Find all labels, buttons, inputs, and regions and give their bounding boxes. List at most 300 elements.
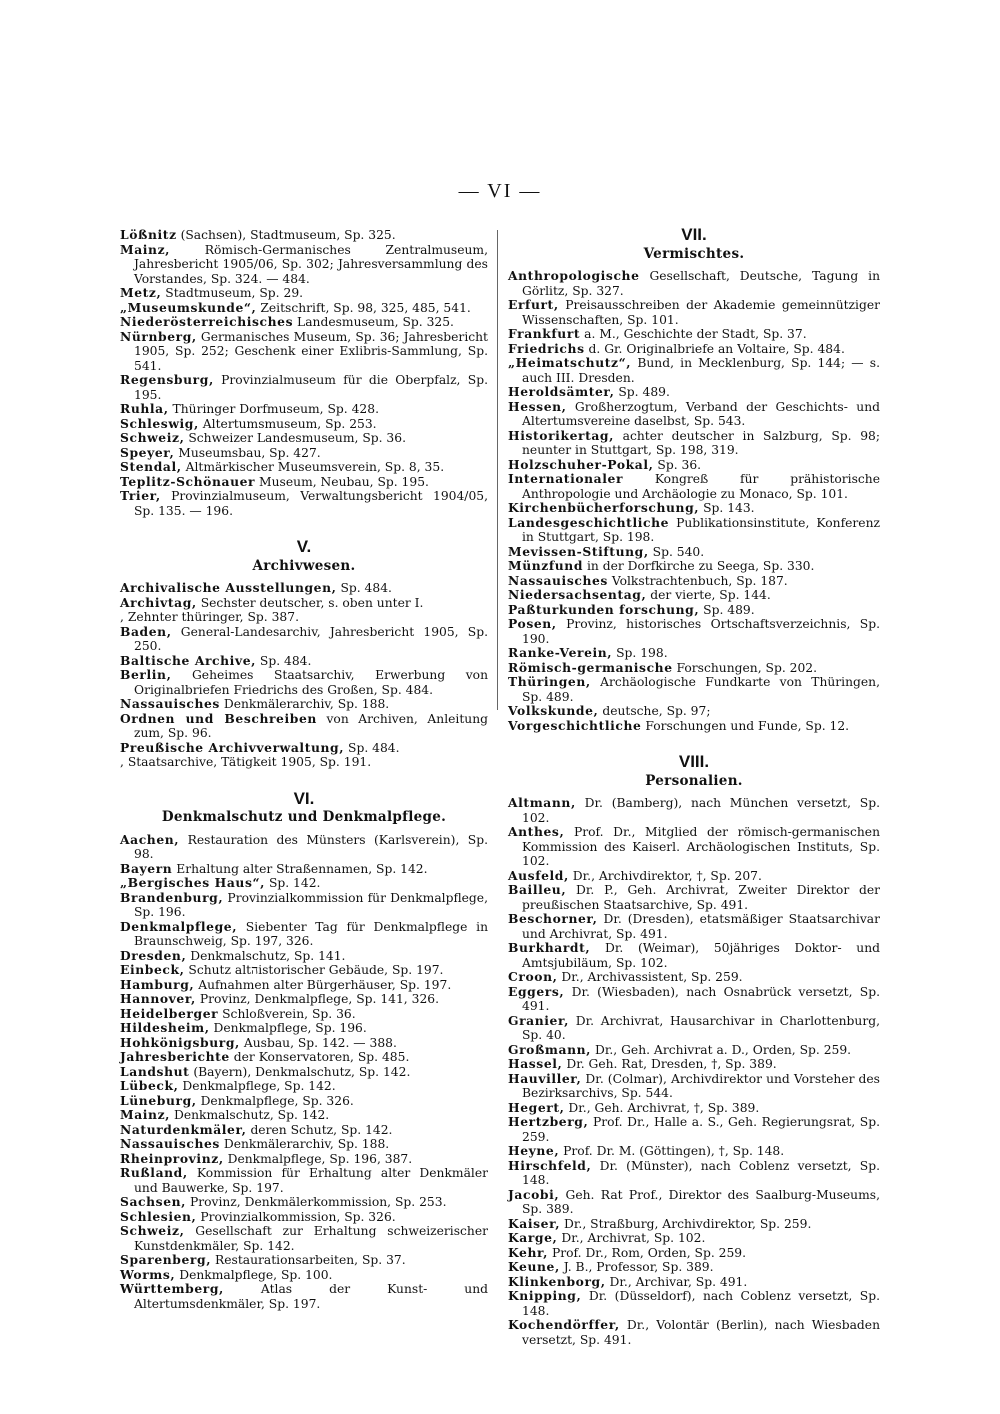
entry-text: Schweizer Landesmuseum, Sp. 36. xyxy=(184,431,406,445)
entry-keyword: Preußische Archivverwaltung, xyxy=(120,739,345,755)
entry-keyword: Hertzberg, xyxy=(508,1114,589,1129)
entry-keyword: Rußland, xyxy=(120,1165,188,1180)
index-entry xyxy=(120,489,488,518)
entry-keyword: Bailleu, xyxy=(508,882,567,897)
entry-keyword: Vorgeschichtliche xyxy=(508,717,642,733)
entry-text: , Staatsarchive, Tätigkeit 1905, Sp. 191. xyxy=(120,755,372,769)
entry-text: Dr., Archivassistent, Sp. 259. xyxy=(557,970,743,984)
entry-text: Sp. 540. xyxy=(648,544,705,559)
entry-keyword: Sparenberg, xyxy=(120,1252,212,1267)
entry-text: achter deutscher in Salzburg, Sp. 98; neunter in Stuttgart, Sp. 198, 319. xyxy=(522,428,880,457)
entry-text: Sp. 484. xyxy=(256,653,312,668)
entry-keyword: Ranke-Verein, xyxy=(508,645,613,660)
entry-text: Publikationsinstitute, Konferenz in Stuttgart, Sp. 198. xyxy=(522,515,880,544)
entry-text: Siebenter Tag für Denkmalpflege in Braunschweig, Sp. 197, 326. xyxy=(134,919,488,948)
entry-text: Geh. Rat Prof., Direktor des Saalburg-Museums, Sp. 389. xyxy=(522,1187,880,1216)
entry-keyword: Römisch-germanische xyxy=(508,659,673,675)
entry-text: Kongreß für prähistorische Anthropologie und Archäologie zu Monaco, Sp. 101. xyxy=(522,472,880,501)
index-entry xyxy=(120,1079,488,1094)
entry-keyword: Naturdenkmäler, xyxy=(120,1121,247,1137)
index-entry xyxy=(120,243,488,287)
index-entry xyxy=(120,1021,488,1036)
index-entry xyxy=(508,704,880,719)
entry-keyword: Friedrichs xyxy=(508,340,585,356)
index-entry xyxy=(120,654,488,669)
entry-text: Denkmälerarchiv, Sp. 188. xyxy=(219,1137,390,1151)
entry-text: Forschungen und Funde, Sp. 12. xyxy=(641,718,850,733)
index-entry xyxy=(508,1275,880,1290)
entry-text: Sp. 143. xyxy=(699,501,755,515)
entry-text: der Konservatoren, Sp. 485. xyxy=(229,1050,410,1064)
entry-text: Provinzialmuseum, Verwaltungsbericht 1904/05, Sp. 135. — 196. xyxy=(134,489,488,518)
entry-keyword: Münzfund xyxy=(508,558,584,573)
entry-keyword: Eggers, xyxy=(508,983,565,999)
entry-text: Denkmalpflege, Sp. 196, 387. xyxy=(223,1151,413,1166)
entry-text: Dr., Geh. Archivrat a. D., Orden, Sp. 259. xyxy=(591,1042,852,1057)
entry-text: Dr. (Bamberg), nach München versetzt, Sp. 102. xyxy=(522,796,880,825)
index-entry xyxy=(508,269,880,298)
entry-text: Provinz, Denkmälerkommission, Sp. 253. xyxy=(186,1195,447,1209)
entry-keyword: Hannover, xyxy=(120,991,196,1006)
page-header: — VI — xyxy=(458,180,542,202)
entry-keyword: Rheinprovinz, xyxy=(120,1150,224,1166)
index-entry xyxy=(508,559,880,574)
index-entry xyxy=(120,1108,488,1123)
entry-keyword: Mevissen-Stiftung, xyxy=(508,543,649,559)
section-viii-numeral: VIII. xyxy=(678,752,710,771)
entry-keyword: Teplitz-Schönauer xyxy=(120,473,256,489)
entry-text: (Bayern), Denkmalschutz, Sp. 142. xyxy=(189,1064,411,1079)
index-entry xyxy=(120,963,488,978)
entry-text: Dr. P., Geh. Archivrat, Zweiter Direktor der preußischen Staatsarchive, Sp. 491. xyxy=(522,883,880,912)
entry-text: Prof. Dr., Mitglied der römisch-germanischen Kommission des Kaiserl. Archäologischen Instituts, Sp. 102. xyxy=(522,825,880,868)
entry-keyword: Erfurt, xyxy=(508,297,559,312)
entry-keyword: Hegert, xyxy=(508,1099,565,1115)
entry-keyword: Hauviller, xyxy=(508,1070,582,1086)
index-entry xyxy=(508,1289,880,1318)
index-entry xyxy=(120,876,488,891)
index-entry xyxy=(120,228,488,243)
entry-keyword: Württemberg, xyxy=(120,1281,224,1296)
entry-keyword: Posen, xyxy=(508,616,557,631)
entry-keyword: Historikertag, xyxy=(508,427,614,443)
entry-keyword: Baden, xyxy=(120,623,172,639)
index-entry xyxy=(508,941,880,970)
entry-text: d. Gr. Originalbriefe an Voltaire, Sp. 484. xyxy=(584,341,845,356)
entry-text: Sp. 484. xyxy=(344,740,400,755)
entry-text: (Sachsen), Stadtmuseum, Sp. 325. xyxy=(176,228,396,242)
entry-keyword: Denkmalpflege, xyxy=(120,918,238,934)
entry-text: Sp. 36. xyxy=(653,457,702,472)
index-entry xyxy=(120,610,488,625)
index-entry xyxy=(120,992,488,1007)
index-entry xyxy=(508,327,880,342)
entry-text: Gesellschaft zur Erhaltung schweizerischer Kunstdenkmäler, Sp. 142. xyxy=(134,1224,488,1253)
index-entry xyxy=(120,402,488,417)
index-entry xyxy=(508,646,880,661)
entry-keyword: Kehr, xyxy=(508,1244,549,1260)
entry-text: Provinzialkommission für Denkmalpflege, Sp. 196. xyxy=(134,890,488,919)
section-v-entries xyxy=(120,581,488,770)
section-vi-title: Denkmalschutz und Denkmalpflege. xyxy=(161,809,447,825)
index-entry xyxy=(508,356,880,385)
entry-keyword: Hamburg, xyxy=(120,976,195,992)
entry-text: Altertumsmuseum, Sp. 253. xyxy=(198,416,377,431)
index-entry xyxy=(508,588,880,603)
entry-keyword: Granier, xyxy=(508,1012,570,1028)
entry-keyword: Ruhla, xyxy=(120,401,169,416)
index-entry xyxy=(508,1043,880,1058)
entry-keyword: Großmann, xyxy=(508,1041,592,1057)
entry-keyword: Thüringen, xyxy=(508,674,591,689)
column-divider xyxy=(497,230,498,710)
entry-text: Sp. 484. xyxy=(336,581,392,595)
index-entry xyxy=(120,891,488,920)
index-entry xyxy=(120,668,488,697)
entry-text: Schutz altהistorischer Gebäude, Sp. 197. xyxy=(184,963,444,977)
index-entry xyxy=(120,446,488,461)
index-entry xyxy=(120,431,488,446)
entry-text: Atlas der Kunst- und Altertumsdenkmäler, Sp. 197. xyxy=(134,1282,488,1311)
index-entry xyxy=(508,1231,880,1246)
index-entry xyxy=(120,301,488,316)
entry-text: Schloßverein, Sp. 36. xyxy=(218,1006,356,1021)
entry-text: Prof. Dr. M. (Göttingen), †, Sp. 148. xyxy=(559,1144,785,1158)
entry-text: Provinz, Denkmalpflege, Sp. 141, 326. xyxy=(195,992,439,1006)
index-entry xyxy=(120,581,488,596)
index-entry xyxy=(508,342,880,357)
entry-text: Prof. Dr., Rom, Orden, Sp. 259. xyxy=(548,1245,747,1260)
entry-keyword: Karge, xyxy=(508,1230,558,1245)
index-entry xyxy=(508,796,880,825)
entry-keyword: Regensburg, xyxy=(120,372,214,387)
index-entry xyxy=(508,458,880,473)
entry-text: Volkstrachtenbuch, Sp. 187. xyxy=(607,573,788,588)
index-entry xyxy=(120,949,488,964)
entry-keyword: „Bergisches Haus“, xyxy=(120,875,266,890)
entry-keyword: Brandenburg, xyxy=(120,889,224,905)
section-vii-title: Vermischtes. xyxy=(643,245,745,262)
entry-keyword: Beschorner, xyxy=(508,911,598,926)
entry-text: von Archiven, Anleitung zum, Sp. 96. xyxy=(134,711,488,740)
index-entry xyxy=(120,330,488,374)
entry-keyword: Mainz, xyxy=(120,241,171,257)
entry-keyword: Aachen, xyxy=(120,831,180,847)
entry-keyword: Kochendörffer, xyxy=(508,1317,620,1332)
entry-text: Archäologische Fundkarte von Thüringen, Sp. 489. xyxy=(522,675,880,704)
entry-keyword: Metz, xyxy=(120,285,162,300)
entry-text: Denkmalpflege, Sp. 100. xyxy=(175,1267,333,1282)
entry-text: deutsche, Sp. 97; xyxy=(598,704,711,718)
entry-keyword: Jacobi, xyxy=(508,1186,560,1202)
index-entry xyxy=(120,286,488,301)
entry-keyword: Archivtag, xyxy=(120,594,197,610)
entry-keyword: Hessen, xyxy=(508,398,567,414)
section-viii-entries xyxy=(508,796,880,1347)
entry-keyword: Ordnen und Beschreiben xyxy=(120,710,317,726)
index-entry xyxy=(508,1014,880,1043)
index-entry xyxy=(508,501,880,516)
index-entry xyxy=(120,1152,488,1167)
entry-keyword: „Museumskunde“, xyxy=(120,299,257,315)
entry-keyword: Schlesien, xyxy=(120,1208,197,1224)
index-entry xyxy=(120,833,488,862)
index-entry xyxy=(508,1246,880,1261)
entry-keyword: Archivalische Ausstellungen, xyxy=(120,580,337,595)
index-entry xyxy=(120,862,488,877)
index-entry xyxy=(120,712,488,741)
entry-text: Denkmalschutz, Sp. 142. xyxy=(170,1108,330,1122)
index-entry xyxy=(508,1101,880,1116)
index-entry xyxy=(120,1036,488,1051)
entry-text: General-Landesarchiv, Jahresbericht 1905, Sp. 250. xyxy=(134,624,488,653)
index-entry xyxy=(508,719,880,734)
entry-text: Römisch-Germanisches Zentralmuseum, Jahresbericht 1905/06, Sp. 302; Jahresversammlung des Vorstandes, Sp. 324. — 484. xyxy=(134,242,488,286)
index-entry xyxy=(508,1159,880,1188)
entry-keyword: Paßturkunden forschung, xyxy=(508,601,700,617)
index-entry xyxy=(120,1268,488,1283)
entry-keyword: Knipping, xyxy=(508,1288,582,1303)
entry-keyword: Nassauisches xyxy=(120,696,220,711)
entry-keyword: Hirschfeld, xyxy=(508,1157,592,1173)
entry-text: Denkmalpflege, Sp. 142. xyxy=(178,1079,336,1093)
entry-text: Germanisches Museum, Sp. 36; Jahresbericht 1905, Sp. 252; Geschenk einer Exlibris-Sammlung, Sp. 541. xyxy=(134,329,488,373)
entry-keyword: Schweiz, xyxy=(120,430,185,445)
entry-keyword: Einbeck, xyxy=(120,962,185,977)
index-entry xyxy=(120,460,488,475)
index-entry xyxy=(508,912,880,941)
entry-text: Stadtmuseum, Sp. 29. xyxy=(161,286,304,300)
index-entry xyxy=(120,1224,488,1253)
entry-text: Aufnahmen alter Bürgerhäuser, Sp. 197. xyxy=(194,977,452,992)
entry-keyword: Niederösterreichisches xyxy=(120,314,294,329)
index-entry xyxy=(120,475,488,490)
index-entry xyxy=(120,373,488,402)
entry-text: Provinzialmuseum für die Oberpfalz, Sp. 195. xyxy=(134,373,488,402)
entry-text: Dr., Straßburg, Archivdirektor, Sp. 259. xyxy=(560,1216,812,1231)
section-vi-entries xyxy=(120,833,488,1312)
top-entries xyxy=(120,228,488,518)
entry-keyword: Croon, xyxy=(508,969,558,984)
section-v-numeral: V. xyxy=(296,537,312,556)
entry-keyword: Heroldsämter, xyxy=(508,384,615,399)
entry-keyword: Bayern xyxy=(120,860,173,876)
entry-keyword: Lößnitz xyxy=(120,227,177,242)
entry-text: Restauration des Münsters (Karlsverein), Sp. 98. xyxy=(134,832,488,861)
entry-keyword: Kirchenbücherforschung, xyxy=(508,500,700,515)
entry-text: Dr. (Münster), nach Coblenz versetzt, Sp. 148. xyxy=(522,1158,880,1187)
entry-text: Dr. (Wiesbaden), nach Osnabrück versetzt, Sp. 491. xyxy=(522,984,880,1013)
entry-text: Forschungen, Sp. 202. xyxy=(672,660,818,675)
entry-text: Provinz, historisches Ortschaftsverzeichnis, Sp. 190. xyxy=(522,617,880,646)
entry-text: Gesellschaft, Deutsche, Tagung in Görlitz, Sp. 327. xyxy=(522,269,880,298)
entry-text: Provinzialkommission, Sp. 326. xyxy=(196,1209,396,1224)
entry-keyword: Internationaler xyxy=(508,471,624,486)
entry-text: Denkmalpflege, Sp. 326. xyxy=(196,1093,354,1108)
index-entry xyxy=(508,1057,880,1072)
entry-keyword: Schweiz, xyxy=(120,1223,185,1238)
entry-keyword: Anthes, xyxy=(508,824,565,839)
index-entry xyxy=(508,1217,880,1232)
entry-keyword: Nürnberg, xyxy=(120,328,197,344)
entry-keyword: Volkskunde, xyxy=(508,703,599,718)
entry-text: Dr. (Düsseldorf), nach Coblenz versetzt, Sp. 148. xyxy=(522,1289,880,1318)
index-entry xyxy=(508,516,880,545)
entry-keyword: Berlin, xyxy=(120,667,172,682)
entry-keyword: Nassauisches xyxy=(120,1136,220,1151)
index-entry xyxy=(120,978,488,993)
index-entry xyxy=(120,1094,488,1109)
entry-text: Denkmalpflege, Sp. 196. xyxy=(209,1021,367,1035)
entry-keyword: Sachsen, xyxy=(120,1194,187,1209)
section-viii-title: Personalien. xyxy=(645,772,743,789)
index-entry xyxy=(120,1195,488,1210)
entry-text: Dr., Archivar, Sp. 491. xyxy=(605,1274,748,1289)
index-entry xyxy=(120,920,488,949)
entry-text: Dr. Archivrat, Hausarchivar in Charlottenburg, Sp. 40. xyxy=(522,1013,880,1042)
entry-text: Geheimes Staatsarchiv, Erwerbung von Originalbriefen Friedrichs des Großen, Sp. 484. xyxy=(134,668,488,697)
entry-text: Preisausschreiben der Akademie gemeinnütziger Wissenschaften, Sp. 101. xyxy=(522,298,880,327)
index-entry xyxy=(120,1282,488,1311)
entry-text: Dr., Archivrat, Sp. 102. xyxy=(557,1231,706,1245)
entry-keyword: Landshut xyxy=(120,1063,190,1079)
entry-text: a. M., Geschichte der Stadt, Sp. 37. xyxy=(580,327,807,341)
entry-text: Landesmuseum, Sp. 325. xyxy=(293,315,454,329)
index-entry xyxy=(508,298,880,327)
index-entry xyxy=(120,1137,488,1152)
entry-text: Dr., Volontär (Berlin), nach Wiesbaden versetzt, Sp. 491. xyxy=(522,1318,880,1347)
index-entry xyxy=(508,385,880,400)
index-entry xyxy=(508,574,880,589)
index-entry xyxy=(508,970,880,985)
entry-keyword: Lübeck, xyxy=(120,1078,179,1093)
index-entry xyxy=(120,1253,488,1268)
index-entry xyxy=(508,869,880,884)
entry-keyword: Hildesheim, xyxy=(120,1020,210,1035)
index-entry xyxy=(508,1188,880,1217)
entry-text: Dr. (Dresden), etatsmäßiger Staatsarchivar und Archivrat, Sp. 491. xyxy=(522,912,880,941)
index-entry xyxy=(120,625,488,654)
entry-text: Prof. Dr., Halle a. S., Geh. Regierungsrat, Sp. 259. xyxy=(522,1115,880,1144)
entry-keyword: Heyne, xyxy=(508,1143,560,1158)
entry-keyword: Holzschuher-Pokal, xyxy=(508,456,654,472)
entry-text: Dr. Geh. Rat, Dresden, †, Sp. 389. xyxy=(562,1057,777,1071)
index-entry xyxy=(120,315,488,330)
entry-text: Ausbau, Sp. 142. — 388. xyxy=(239,1035,397,1050)
entry-text: der vierte, Sp. 144. xyxy=(646,588,771,602)
index-entry xyxy=(120,1123,488,1138)
entry-keyword: Hassel, xyxy=(508,1056,563,1071)
entry-text: Sechster deutscher, s. oben unter I. xyxy=(196,595,424,610)
entry-keyword: Klinkenborg, xyxy=(508,1273,606,1289)
entry-text: Bund, in Mecklenburg, Sp. 144; — s. auch III. Dresden. xyxy=(522,356,880,385)
index-entry xyxy=(508,545,880,560)
index-entry xyxy=(120,1166,488,1195)
entry-keyword: Altmann, xyxy=(508,795,576,810)
left-column xyxy=(120,228,488,1311)
entry-text: Museum, Neubau, Sp. 195. xyxy=(255,474,429,489)
section-vii-entries xyxy=(508,269,880,733)
entry-text: Erhaltung alter Straßennamen, Sp. 142. xyxy=(172,861,428,876)
entry-text: Thüringer Dorfmuseum, Sp. 428. xyxy=(168,402,379,416)
index-entry xyxy=(120,741,488,756)
entry-text: Kommission für Erhaltung alter Denkmäler und Bauwerke, Sp. 197. xyxy=(134,1166,488,1195)
entry-text: Sp. 489. xyxy=(614,385,670,399)
entry-keyword: Schleswig, xyxy=(120,415,199,431)
index-entry xyxy=(120,1007,488,1022)
index-entry xyxy=(120,417,488,432)
entry-text: Denkmalschutz, Sp. 141. xyxy=(186,948,346,963)
entry-keyword: Landesgeschichtliche xyxy=(508,514,670,530)
entry-keyword: Dresden, xyxy=(120,947,187,963)
index-entry xyxy=(508,1072,880,1101)
index-entry xyxy=(120,1050,488,1065)
entry-keyword: Keune, xyxy=(508,1259,560,1274)
entry-text: Denkmälerarchiv, Sp. 188. xyxy=(219,697,390,711)
entry-text: , Zehnter thüringer, Sp. 387. xyxy=(120,610,299,624)
entry-text: Sp. 198. xyxy=(612,646,668,660)
entry-text: Dr. (Weimar), 50jähriges Doktor- und Amtsjubiläum, Sp. 102. xyxy=(522,941,880,970)
index-entry xyxy=(508,1144,880,1159)
entry-text: Zeitschrift, Sp. 98, 325, 485, 541. xyxy=(256,300,471,315)
entry-keyword: Trier, xyxy=(120,488,161,503)
entry-keyword: Burkhardt, xyxy=(508,940,591,955)
index-entry xyxy=(508,661,880,676)
entry-keyword: Heidelberger xyxy=(120,1005,219,1021)
entry-text: Museumsbau, Sp. 427. xyxy=(174,445,321,460)
index-entry xyxy=(120,596,488,611)
index-entry xyxy=(508,1318,880,1347)
entry-keyword: Lüneburg, xyxy=(120,1092,197,1108)
entry-keyword: Kaiser, xyxy=(508,1215,561,1231)
entry-text: in der Dorfkirche zu Seega, Sp. 330. xyxy=(583,559,815,573)
entry-text: Dr., Archivdirektor, †, Sp. 207. xyxy=(568,868,762,883)
index-entry xyxy=(508,675,880,704)
entry-keyword: Mainz, xyxy=(120,1107,171,1122)
index-entry xyxy=(508,472,880,501)
entry-keyword: Niedersachsentag, xyxy=(508,587,647,602)
index-entry xyxy=(120,1210,488,1225)
entry-text: Großherzogtum, Verband der Geschichts- und Altertumsvereine daselbst, Sp. 543. xyxy=(522,399,880,428)
entry-keyword: Frankfurt xyxy=(508,326,581,341)
index-entry xyxy=(508,429,880,458)
right-column xyxy=(508,225,880,1347)
entry-text: Sp. 142. xyxy=(265,876,321,890)
entry-keyword: Speyer, xyxy=(120,444,175,460)
index-entry xyxy=(508,1260,880,1275)
entry-keyword: Jahresberichte xyxy=(120,1049,230,1064)
index-entry xyxy=(120,1065,488,1080)
section-vii-numeral: VII. xyxy=(681,225,707,244)
section-v-title: Archivwesen. xyxy=(252,557,356,574)
section-vi-numeral: VI. xyxy=(293,788,315,808)
index-entry xyxy=(508,617,880,646)
entry-text: Altmärkischer Museumsverein, Sp. 8, 35. xyxy=(181,460,445,474)
index-entry xyxy=(508,400,880,429)
index-entry xyxy=(508,603,880,618)
entry-text: Dr., Geh. Archivrat, †, Sp. 389. xyxy=(564,1100,760,1115)
entry-keyword: Baltische Archive, xyxy=(120,652,257,668)
entry-keyword: Nassauisches xyxy=(508,572,608,588)
index-entry xyxy=(120,755,488,770)
entry-text: Restaurationsarbeiten, Sp. 37. xyxy=(211,1253,406,1267)
index-entry xyxy=(508,883,880,912)
entry-keyword: „Heimatschutz“, xyxy=(508,355,632,370)
entry-keyword: Anthropologische xyxy=(508,268,640,283)
index-entry xyxy=(508,1115,880,1144)
entry-keyword: Hohkönigsburg, xyxy=(120,1034,240,1050)
entry-keyword: Ausfeld, xyxy=(508,867,569,883)
